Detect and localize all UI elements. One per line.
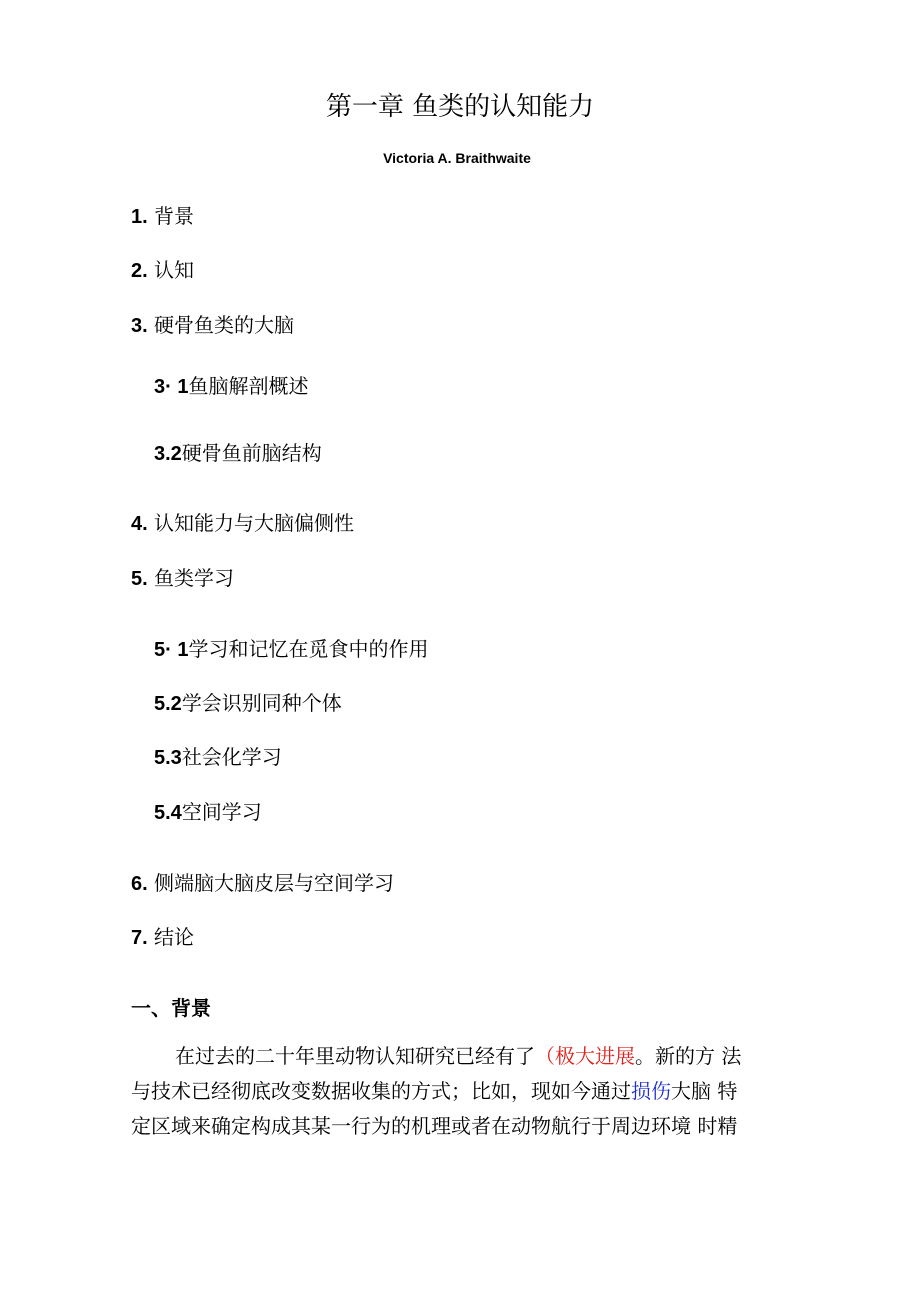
toc-item-5: [131, 564, 234, 593]
paragraph-line: [131, 1039, 801, 1074]
toc-item-3-2: [154, 439, 322, 468]
toc-number: 1.: [131, 206, 148, 228]
toc-item-5-3: [154, 743, 282, 772]
body-paragraph: [131, 1039, 801, 1144]
toc-label: 社会化学习: [181, 745, 282, 769]
toc-label: 硬骨鱼类的大脑: [154, 313, 295, 337]
toc-item-3-1: [154, 372, 308, 401]
toc-item-5-4: [154, 798, 262, 827]
toc-number: 3.: [131, 315, 148, 337]
toc-item-2: [131, 256, 194, 285]
toc-item-6: [131, 869, 394, 898]
toc-label: 鱼脑解剖概述: [188, 374, 309, 398]
chapter-title: 第一章 鱼类的认知能力: [325, 92, 595, 122]
toc-number: 5· 1: [154, 639, 189, 661]
paragraph-line: [131, 1074, 801, 1109]
highlighted-text-blue: 损伤: [631, 1079, 671, 1103]
highlighted-text-red: （极大进展: [535, 1044, 635, 1068]
toc-number: 4.: [131, 513, 148, 535]
toc-number: 5.3: [154, 747, 182, 769]
author-name: Victoria A. Braithwaite: [383, 150, 531, 166]
toc-item-5-1: [154, 635, 428, 664]
toc-number: 3.2: [154, 443, 182, 465]
text-run: 。新的方 法: [635, 1044, 742, 1068]
text-run: 定区域来确定构成其某一行为的机理或者在动物航行于周边环境 时精: [131, 1114, 738, 1138]
toc-number: 3· 1: [154, 376, 189, 398]
toc-item-1: [131, 202, 194, 231]
toc-label: 学会识别同种个体: [181, 691, 342, 715]
toc-label: 硬骨鱼前脑结构: [181, 441, 322, 465]
toc-label: 认知: [154, 258, 195, 282]
section-heading: 一、背景: [131, 996, 211, 1020]
toc-label: 认知能力与大脑偏侧性: [154, 511, 355, 535]
toc-number: 6.: [131, 873, 148, 895]
toc-item-7: [131, 923, 194, 952]
toc-item-3: [131, 311, 294, 340]
toc-label: 空间学习: [181, 800, 262, 824]
toc-number: 5.: [131, 568, 148, 590]
toc-number: 5.4: [154, 802, 182, 824]
toc-label: 侧端脑大脑皮层与空间学习: [154, 871, 395, 895]
toc-label: 鱼类学习: [154, 566, 235, 590]
toc-label: 背景: [154, 204, 195, 228]
toc-number: 7.: [131, 927, 148, 949]
toc-item-4: [131, 509, 354, 538]
paragraph-line: [131, 1109, 801, 1144]
toc-item-5-2: [154, 689, 342, 718]
toc-number: 2.: [131, 260, 148, 282]
text-run: 在过去的二十年里动物认知研究已经有了: [175, 1044, 535, 1068]
toc-label: 学习和记忆在觅食中的作用: [188, 637, 429, 661]
toc-label: 结论: [154, 925, 195, 949]
text-run: 大脑 特: [671, 1079, 738, 1103]
text-run: 与技术已经彻底改变数据收集的方式；比如，现如今通过: [131, 1079, 631, 1103]
toc-number: 5.2: [154, 693, 182, 715]
